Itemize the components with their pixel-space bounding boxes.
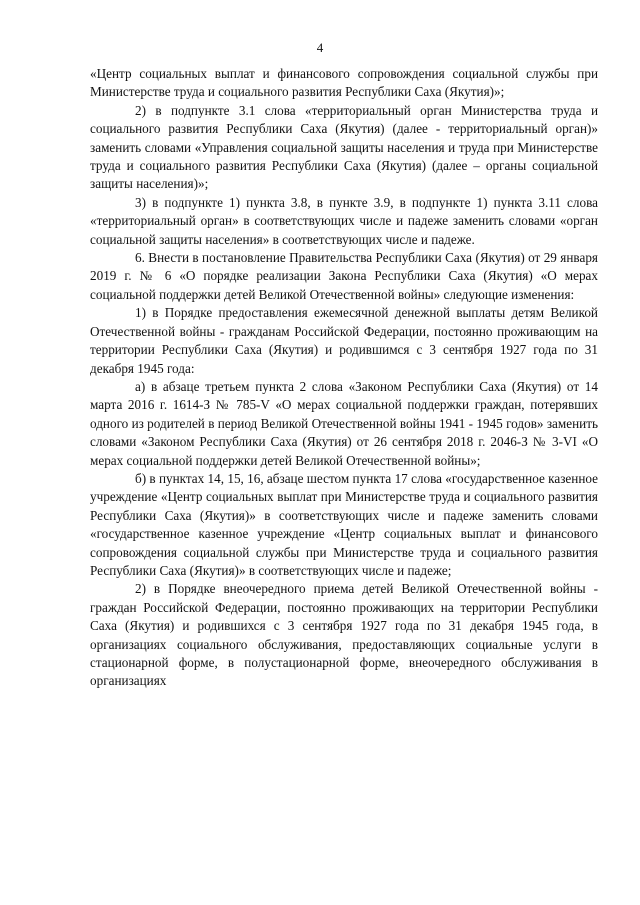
paragraph: «Центр социальных выплат и финансового сопровождения социальной службы при Министерстве труда и социального развития Республики Саха (Якутия)»;	[90, 66, 598, 100]
paragraph: 2) в подпункте 3.1 слова «территориальный орган Министерства труда и социального развития Республики Саха (Якутия) (далее - территориальный орган)» заменить словами «Управления социальной защиты населения и труда при Министерстве труда и социального развития Республики Саха (Якутия) (далее – органы социальной защиты населения)»;	[90, 102, 598, 192]
page-number: 4	[316, 40, 324, 55]
paragraph: 6. Внести в постановление Правительства Республики Саха (Якутия) от 29 января 2019 г. № 6 «О порядке реализации Закона Республики Саха (Якутия) «О мерах социальной поддержки детей Великой Отечественной войны» следующие изменения:	[90, 250, 598, 302]
paragraph: 2) в Порядке внеочередного приема детей Великой Отечественной войны - граждан Российской Федерации, постоянно проживающих на территории Республики Саха (Якутия) и родившихся с 3 сентября 1927 года по 31 декабря 1945 года, в организациях социального обслуживания, предоставляющих социальные услуги в стационарной форме, в полустационарной форме, внеочередного обслуживания в организациях	[90, 581, 598, 689]
paragraph: б) в пунктах 14, 15, 16, абзаце шестом пункта 17 слова «государственное казенное учреждение «Центр социальных выплат при Министерстве труда и социального развития Республики Саха (Якутия)» в соответствующих числе и падеже заменить словами «государственное казенное учреждение «Центр социальных выплат и финансового сопровождения социальной службы при Министерстве труда и социального развития Республики Саха (Якутия)» в соответствующих числе и падеже;	[90, 470, 598, 578]
paragraph: 1) в Порядке предоставления ежемесячной денежной выплаты детям Великой Отечественной войны - гражданам Российской Федерации, постоянно проживающим на территории Республики Саха (Якутия) и родившимся с 3 сентября 1927 года по 31 декабря 1945 года:	[90, 305, 598, 376]
paragraph: а) в абзаце третьем пункта 2 слова «Законом Республики Саха (Якутия) от 14 марта 2016 г. 1614-З № 785-V «О мерах социальной поддержки граждан, потерявших одного из родителей в период Великой Отечественной войны 1941 - 1945 годов» заменить словами «Законом Республики Саха (Якутия) от 26 сентября 2018 г. 2046-З № 3-VI «О мерах социальной поддержки детей Великой Отечественной войны»;	[90, 378, 598, 468]
document-body	[90, 65, 598, 691]
paragraph: 3) в подпункте 1) пункта 3.8, в пункте 3.9, в подпункте 1) пункта 3.11 слова «территориальный орган» в соответствующих числе и падеже заменить словами «орган социальной защиты населения» в соответствующих числе и падеже.	[90, 194, 598, 247]
